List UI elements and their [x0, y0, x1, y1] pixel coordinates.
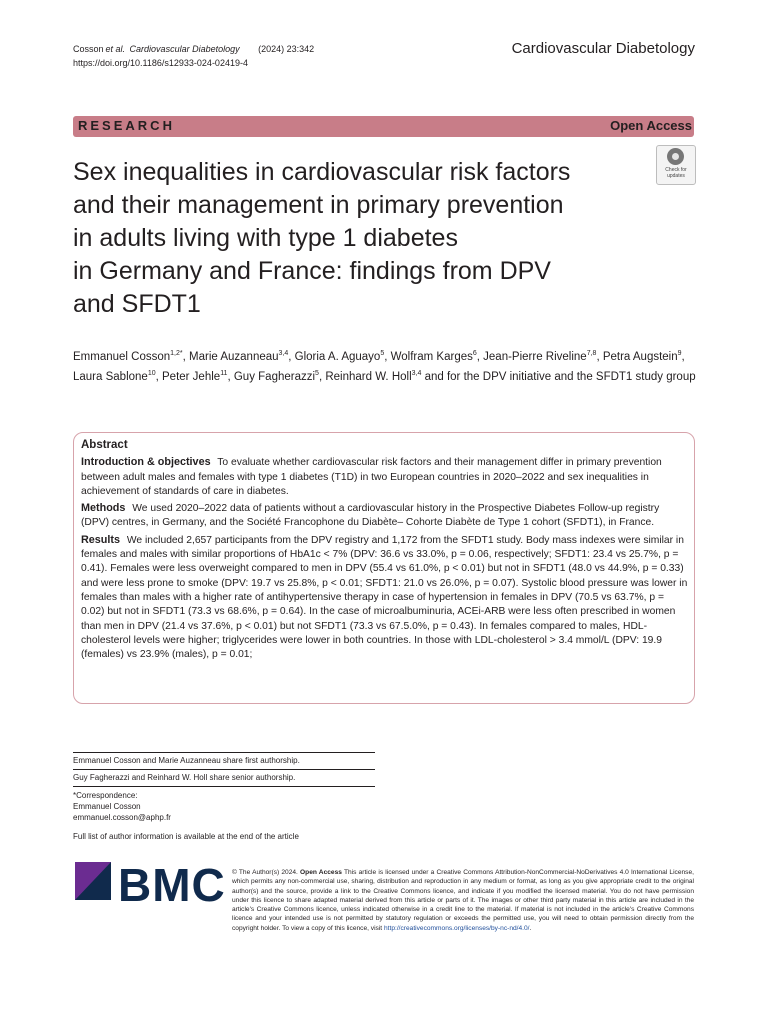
abstract-section-text: To evaluate whether cardiovascular risk factors and their management differ in primary prevention between adult males and females with type 1 diabetes (T1D) in two European countries in 2020–2022 and sex inequalities in achievement of standards of care in diabetes. [81, 457, 662, 497]
author-affiliation: 3,4 [411, 369, 422, 377]
footnote-divider [73, 769, 375, 770]
abstract-section-head: Methods [81, 502, 126, 515]
author-affiliation: 11 [220, 369, 228, 377]
license-link[interactable]: http://creativecommons.org/licenses/by-nc-nd/4.0/ [384, 924, 530, 932]
license-statement: © The Author(s) 2024. Open Access This article is licensed under a Creative Commons Attribution-NonCommercial-NoDerivatives 4.0 International License, which permits any non-commercial use, sharing, distribution and reproduction in any medium or format, as long as you give appropriate credit to the original author(s) and the source, provide a link to the Creative Commons licence, and indicate if you modified the licensed material. You do not have permission under this licence to share adapted material derived from this article or parts of it. The images or other third party material in this article are included in the article's Creative Commons licence, unless indicated otherwise in a credit line to the material. If material is not included in the article's Creative Commons licence and your intended use is not permitted by statutory regulation or exceeds the permitted use, you will need to obtain permission directly from the copyright holder. To view a copy of this licence, visit http://creativecommons.org/licenses/by-nc-nd/4.0/. [232, 869, 694, 932]
license-open-access: Open Access [300, 869, 342, 876]
senior-authorship-note: Guy Fagherazzi and Reinhard W. Holl share senior authorship. [73, 773, 296, 782]
author-name[interactable]: Peter Jehle [162, 370, 221, 383]
author-name[interactable]: Gloria A. Aguayo [294, 351, 381, 363]
author-name[interactable]: Emmanuel Cosson [73, 351, 171, 363]
abstract-section [81, 501, 689, 531]
title-line: and their management in primary prevention [73, 191, 564, 219]
license-text: This article is licensed under a Creative Commons Attribution-NonCommercial-NoDerivatives 4.0 International License, which permits any non-commercial use, sharing, distribution and reproduction in any medium or format, as long as you give appropriate credit to the original author(s) and the source, provide a link to the Creative Commons licence, and indicate if you modified the licensed material. You do not have permission under this licence to share adapted material derived from this article or parts of it. The images or other third party material in this article are included in the article's Creative Commons licence, unless indicated otherwise in a credit line to the material. If material is not included in the article's Creative Commons licence and your intended use is not permitted by statutory regulation or exceeds the permitted use, you will need to obtain permission directly from the copyright holder. To view a copy of this licence, visit [232, 869, 694, 932]
correspondence-label: *Correspondence: [73, 791, 138, 800]
footnote-divider [73, 786, 375, 787]
title-line: Sex inequalities in cardiovascular risk factors [73, 158, 571, 186]
open-access-label: Open Access [610, 118, 692, 133]
abstract-section-head: Introduction & objectives [81, 456, 211, 469]
abstract-section [81, 533, 689, 663]
abstract-section-head: Results [81, 533, 121, 546]
check-for-updates-dot [672, 153, 679, 160]
journal-name: Cardiovascular Diabetology [511, 40, 695, 57]
author-group: and for the DPV initiative and the SFDT1 study group [424, 370, 696, 383]
author-name[interactable]: Reinhard W. Holl [325, 370, 412, 383]
author-info-note: Full list of author information is available at the end of the article [73, 832, 299, 841]
abstract-section-text: We used 2020–2022 data of patients without a cardiovascular history in the Prospective Diabetes Follow-up registry (DPV) centres, in Germany, and the Société Francophone du Diabète– Cohorte Diabète de Type 1 cohort (SFDT1), in France. [81, 503, 660, 529]
first-authorship-note: Emmanuel Cosson and Marie Auzanneau share first authorship. [73, 756, 300, 765]
author-affiliation: 7,8 [586, 350, 597, 357]
title-line: in Germany and France: findings from DPV [73, 257, 551, 285]
header-doi-link[interactable]: https://doi.org/10.1186/s12933-024-02419-4 [73, 58, 248, 68]
author-affiliation: 3,4 [278, 350, 289, 357]
title-line: and SFDT1 [73, 290, 201, 318]
title-line: in adults living with type 1 diabetes [73, 224, 458, 252]
abstract-section-text: We included 2,657 participants from the DPV registry and 1,172 from the SFDT1 study. Body mass indexes were similar in females and males with similar proportions of HbA1c < 7% (DPV: 36.6 vs 33.0%, p = 0.06, respectively; SFDT1: 23.4 vs 25.7%, p = 0.41). Females were less overweight compared to men in DPV (55.4 vs 61.0%, p < 0.01) but not in SFDT1 (48.0 vs 44.9%, p = 0.33) and were less prone to smoke (DPV: 19.7 vs 25.8%, p < 0.01; SFDT1: 21.0 vs 26.0%, p = 0.07). Systolic blood pressure was lower in females than males with a higher rate of antihypertensive therapy in case of hypertension in females in DPV (70.5 vs 63.7%, p = 0.02) but not in SFDT1 (73.3 vs 68.6%, p = 0.64). In the case of microalbuminuria, ACEi-ARB were less often prescribed in women than men in DPV (21.4 vs 37.6%, p < 0.01) but not SFDT1 (73.3 vs 67.5.0%, p = 0.43). In females compared to males, HDL-cholesterol levels were higher; triglycerides were lower in both countries. In those with LDL-cholesterol > 3.4 mmol/L (DPV: 19.9 (females) vs 23.9% (males), p = 0.01; [81, 534, 688, 661]
abstract-section [81, 455, 689, 499]
correspondence-note [73, 790, 171, 823]
bmc-logo-text: BMC [118, 859, 226, 911]
author-name[interactable]: Guy Fagherazzi [233, 370, 316, 383]
header-volume: (2024) 23:342 [258, 44, 315, 54]
article-title [73, 156, 653, 321]
running-header-citation [73, 42, 316, 70]
author-name[interactable]: Wolfram Karges [390, 351, 473, 363]
author-name[interactable]: Petra Augstein [602, 351, 678, 363]
author-affiliation: 9 [677, 350, 682, 357]
header-authors: Cosson [73, 44, 104, 54]
author-list: Emmanuel Cosson$^{1,2*}$, Marie Auzanneau$^{3,4}$, Gloria A. Aguayo$^5$, Wolfram Karges$^6$, Jean-Pierre Riveline$^{7,8}$, Petra Augstein$^9$, Laura Sablone$^{10}$, Peter Jehle$^{11}$, Guy Fagherazzi$^5$, Reinhard W. Holl$^{3,4}$ and for the DPV initiative and the SFDT1 study group [73, 350, 696, 383]
correspondence-name: Emmanuel Cosson [73, 802, 141, 811]
author-name[interactable]: Marie Auzanneau [189, 351, 279, 363]
correspondence-email[interactable]: emmanuel.cosson@aphp.fr [73, 813, 171, 822]
author-affiliation: 5 [315, 369, 319, 377]
author-name[interactable]: Laura Sablone [73, 370, 148, 383]
author-affiliation: 6 [472, 350, 477, 357]
header-journal: Cardiovascular Diabetology [129, 44, 240, 54]
license-copyright: © The Author(s) 2024. [232, 869, 298, 876]
check-for-updates-text: Check for updates [665, 167, 687, 179]
footnote-divider [73, 752, 375, 753]
author-name[interactable]: Jean-Pierre Riveline [483, 351, 587, 363]
author-affiliation: 1,2* [170, 350, 183, 357]
header-et-al: et al. [105, 44, 126, 54]
author-affiliation: 5 [380, 350, 385, 357]
author-affiliation: 10 [147, 369, 156, 377]
bmc-logo-icon [75, 862, 111, 900]
abstract-heading: Abstract [81, 439, 128, 451]
article-type-label: RESEARCH [78, 118, 175, 133]
abstract [81, 438, 689, 664]
